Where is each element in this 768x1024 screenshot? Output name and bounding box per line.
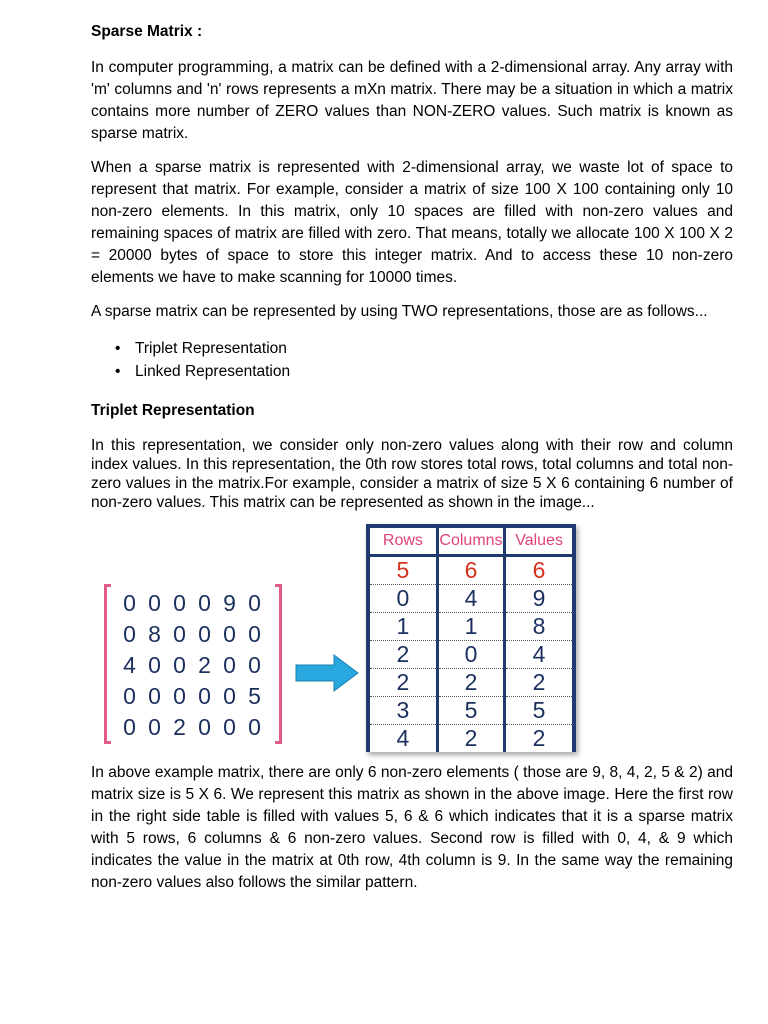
matrix-cell: 0 [248, 590, 261, 616]
matrix-cell: 0 [123, 590, 136, 616]
matrix-cell: 4 [123, 652, 136, 678]
header-rows: Rows [370, 528, 437, 556]
table-cell: 8 [505, 613, 572, 641]
triplet-figure [91, 524, 733, 756]
paragraph-triplet-intro: In this representation, we consider only non-zero values along with their row and column index values. In this representation, the 0th row stores total rows, total columns and total non-zero values in the matrix.For example, consider a matrix of size 5 X 6 containing 6 number of non-zero values. This matrix can be represented as shown in the image... [91, 437, 733, 511]
table-row [370, 556, 572, 585]
matrix-cell: 0 [223, 683, 236, 709]
heading-sparse-matrix: Sparse Matrix : [91, 23, 203, 40]
table-cell: 4 [370, 725, 437, 753]
matrix-cell: 2 [198, 652, 211, 678]
table-header-row [370, 528, 572, 556]
right-arrow-icon [294, 652, 362, 694]
matrix-cell: 8 [148, 621, 161, 647]
header-columns: Columns [437, 528, 504, 556]
matrix-cell: 0 [198, 621, 211, 647]
table-cell: 2 [437, 725, 504, 753]
matrix-cell: 0 [248, 714, 261, 740]
matrix-cell: 0 [248, 652, 261, 678]
triplet-grid [370, 528, 572, 752]
matrix-cell: 0 [173, 683, 186, 709]
table-cell: 9 [505, 585, 572, 613]
table-row [370, 641, 572, 669]
matrix-cell: 0 [148, 683, 161, 709]
table-cell: 4 [437, 585, 504, 613]
table-row [370, 585, 572, 613]
table-cell: 3 [370, 697, 437, 725]
matrix-cell: 0 [123, 621, 136, 647]
matrix-cell: 0 [248, 621, 261, 647]
matrix-cell: 0 [198, 714, 211, 740]
table-row [370, 613, 572, 641]
table-cell: 0 [437, 641, 504, 669]
list-item: • Linked Representation [115, 360, 733, 383]
matrix-row [117, 590, 267, 617]
document-page [91, 22, 733, 906]
matrix-cell: 0 [123, 714, 136, 740]
matrix-row [117, 652, 267, 679]
table-cell: 6 [437, 556, 504, 585]
matrix-cell: 2 [173, 714, 186, 740]
list-item: • Triplet Representation [115, 337, 733, 360]
table-cell: 2 [370, 669, 437, 697]
table-row [370, 725, 572, 753]
matrix-row [117, 621, 267, 648]
table-cell: 5 [505, 697, 572, 725]
table-cell: 1 [437, 613, 504, 641]
paragraph-space-waste: When a sparse matrix is represented with 2-dimensional array, we waste lot of space to represent that matrix. For example, consider a matrix of size 100 X 100 containing only 10 non-zero elements. In this matrix, only 10 spaces are filled with non-zero values and remaining spaces of matrix are filled with zero. That means, totally we allocate 100 X 100 X 2 = 20000 bytes of space to store this integer matrix. And to access these 10 non-zero elements we have to make scanning for 10000 times. [91, 159, 733, 286]
table-cell: 4 [505, 641, 572, 669]
table-cell: 2 [437, 669, 504, 697]
representation-list [91, 337, 733, 383]
matrix-cell: 0 [148, 590, 161, 616]
matrix-cell: 0 [123, 683, 136, 709]
matrix-cell: 0 [173, 652, 186, 678]
table-cell: 0 [370, 585, 437, 613]
table-cell: 6 [505, 556, 572, 585]
matrix-cell: 9 [223, 590, 236, 616]
header-values: Values [505, 528, 572, 556]
matrix-cell: 0 [223, 652, 236, 678]
table-cell: 2 [370, 641, 437, 669]
matrix-row [117, 714, 267, 741]
right-bracket [275, 584, 282, 744]
matrix-cell: 0 [148, 714, 161, 740]
paragraph-example-explanation: In above example matrix, there are only 6 non-zero elements ( those are 9, 8, 4, 2, 5 & 2) and matrix size is 5 X 6. We represent this matrix as shown in the above image. Here the first row in the right side table is filled with values 5, 6 & 6 which indicates that it is a sparse matrix with 5 rows, 6 columns & 6 non-zero values. Second row is filled with 0, 4, & 9 which indicates the value in the matrix at 0th row, 4th column is 9. In the same way the remaining non-zero values also follows the similar pattern. [91, 764, 733, 891]
sparse-matrix [104, 584, 282, 744]
matrix-cell: 0 [223, 714, 236, 740]
table-cell: 1 [370, 613, 437, 641]
table-row [370, 669, 572, 697]
matrix-cell: 0 [198, 683, 211, 709]
table-cell: 5 [437, 697, 504, 725]
heading-triplet-representation: Triplet Representation [91, 402, 255, 419]
left-bracket [104, 584, 111, 744]
matrix-cell: 5 [248, 683, 261, 709]
table-cell: 2 [505, 669, 572, 697]
matrix-cell: 0 [198, 590, 211, 616]
matrix-cell: 0 [223, 621, 236, 647]
matrix-cell: 0 [173, 621, 186, 647]
paragraph-definition: In computer programming, a matrix can be defined with a 2-dimensional array. Any array with 'm' columns and 'n' rows represents a mXn matrix. There may be a situation in which a matrix contains more number of ZERO values than NON-ZERO values. Such matrix is known as sparse matrix. [91, 59, 733, 142]
matrix-cell: 0 [148, 652, 161, 678]
matrix-row [117, 683, 267, 710]
table-cell: 2 [532, 725, 546, 751]
triplet-table [366, 524, 576, 752]
paragraph-representations: A sparse matrix can be represented by using TWO representations, those are as follows... [91, 303, 708, 320]
table-cell: 5 [370, 556, 437, 585]
matrix-cell: 0 [173, 590, 186, 616]
table-row [370, 697, 572, 725]
